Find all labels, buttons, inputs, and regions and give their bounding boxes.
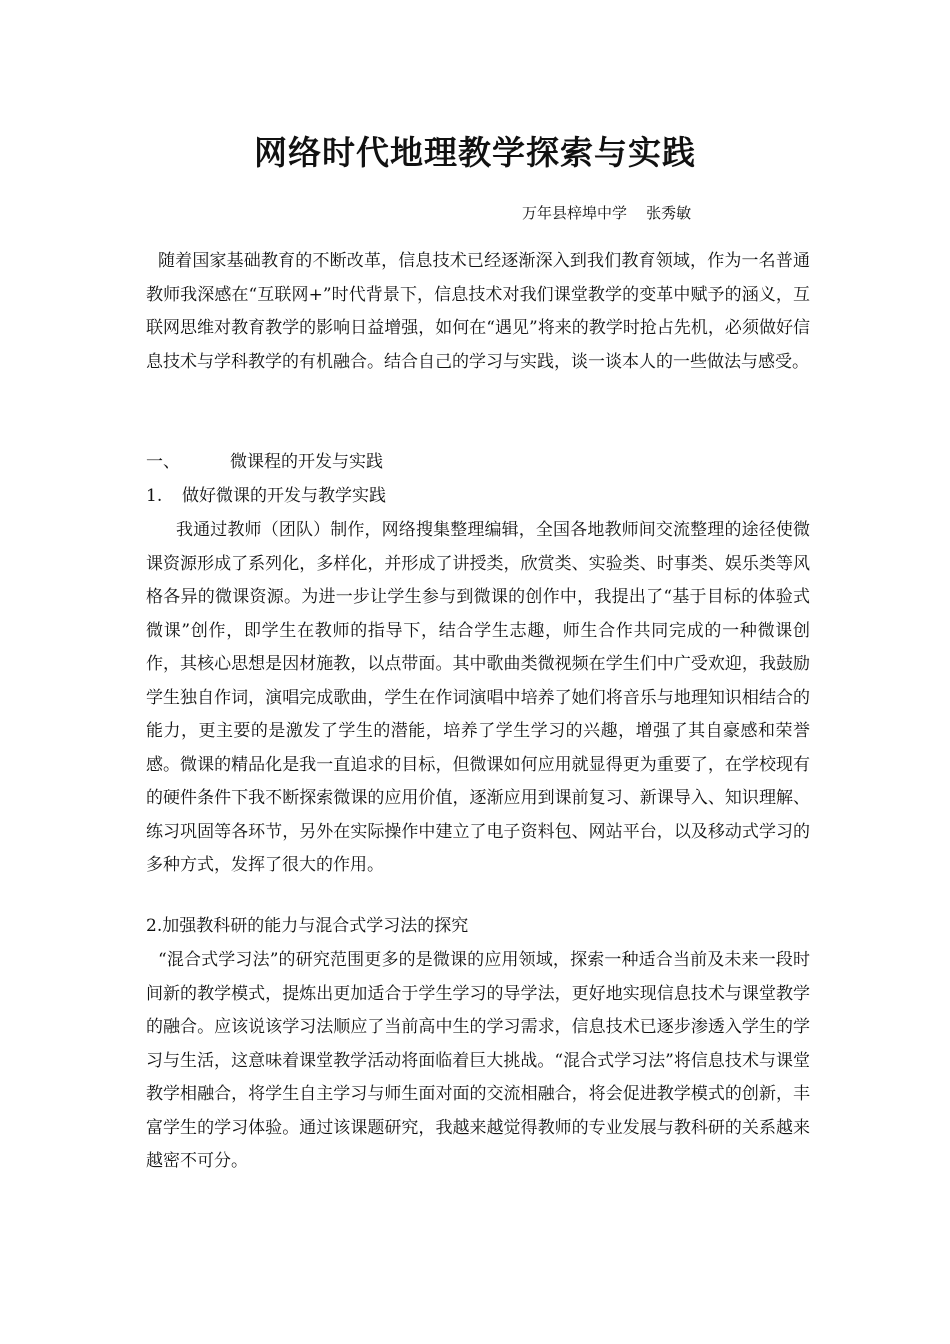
section-number: 一、 [146, 452, 180, 472]
author-line: 万年县梓埠中学 张秀敏 [522, 204, 692, 222]
section-title: 微课程的开发与实践 [230, 452, 383, 472]
intro-paragraph: 随着国家基础教育的不断改革，信息技术已经逐渐深入到我们教育领域，作为一名普通教师我深感在“互联网+”时代背景下，信息技术对我们课堂教学的变革中赋予的涵义，互联网思维对教育教学的影响日益增强，如何在“遇见”将来的教学时抢占先机，必须做好信息技术与学科教学的有机融合。结合自己的学习与实践，谈一谈本人的一些做法与感受。 [146, 251, 810, 372]
section-heading-1 [146, 447, 383, 477]
document-title: 网络时代地理教学探索与实践 [254, 133, 696, 172]
subsection-heading-1 [146, 481, 386, 511]
body-paragraph-2: “混合式学习法”的研究范围更多的是微课的应用领域，探索一种适合当前及未来一段时间新的教学模式，提炼出更加适合于学生学习的导学法，更好地实现信息技术与课堂教学的融合。应该说该学习法顺应了当前高中生的学习需求，信息技术已逐步渗透入学生的学习与生活，这意味着课堂教学活动将面临着巨大挑战。“混合式学习法”将信息技术与课堂教学相融合，将学生自主学习与师生面对面的交流相融合，将会促进教学模式的创新，丰富学生的学习体验。通过该课题研究，我越来越觉得教师的专业发展与教科研的关系越来越密不可分。 [146, 950, 810, 1171]
subsection-number: 1. [146, 486, 163, 506]
subsection-heading-2: 2.加强教科研的能力与混合式学习法的探究 [146, 916, 469, 936]
subsection-title: 做好微课的开发与教学实践 [182, 486, 386, 506]
body-paragraph-1: 我通过教师（团队）制作，网络搜集整理编辑，全国各地教师间交流整理的途径使微课资源形成了系列化，多样化，并形成了讲授类，欣赏类、实验类、时事类、娱乐类等风格各异的微课资源。为进一步让学生参与到微课的创作中，我提出了“基于目标的体验式微课”创作，即学生在教师的指导下，结合学生志趣，师生合作共同完成的一种微课创作，其核心思想是因材施教，以点带面。其中歌曲类微视频在学生们中广受欢迎，我鼓励学生独自作词，演唱完成歌曲，学生在作词演唱中培养了她们将音乐与地理知识相结合的能力，更主要的是激发了学生的潜能，培养了学生学习的兴趣，增强了其自豪感和荣誉感。微课的精品化是我一直追求的目标，但微课如何应用就显得更为重要了，在学校现有的硬件条件下我不断探索微课的应用价值，逐渐应用到课前复习、新课导入、知识理解、练习巩固等各环节，另外在实际操作中建立了电子资料包、网站平台，以及移动式学习的多种方式，发挥了很大的作用。 [146, 520, 810, 875]
